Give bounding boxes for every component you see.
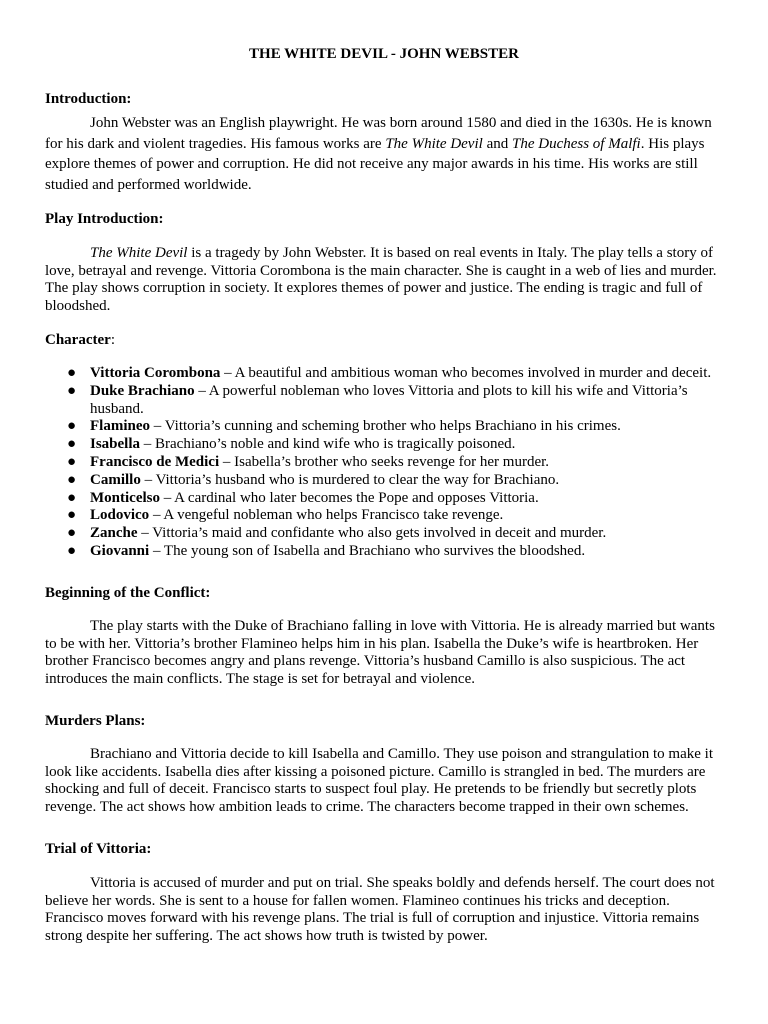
character-name: Zanche: [90, 525, 138, 542]
character-description: – A vengeful nobleman who helps Francisco take revenge.: [149, 507, 504, 524]
character-item: [45, 507, 725, 525]
bullet-icon: ●: [67, 471, 77, 488]
character-list: [45, 365, 725, 561]
bullet-icon: ●: [67, 453, 77, 470]
heading-trial-of-vittoria: Trial of Vittoria:: [45, 841, 152, 857]
character-item: [45, 543, 725, 561]
character-item: [45, 525, 725, 543]
bullet-icon: ●: [67, 507, 77, 524]
character-item: [45, 383, 725, 419]
heading-beginning-of-conflict: Beginning of the Conflict:: [45, 585, 211, 601]
bullet-icon: ●: [67, 382, 77, 399]
character-name: Duke Brachiano: [90, 382, 195, 399]
heading-play-introduction: Play Introduction:: [45, 211, 164, 227]
paragraph-trial-of-vittoria: Vittoria is accused of murder and put on trial. She speaks boldly and defends herself. The court does not believe her words. She is sent to a house for fallen women. Flamineo continues his tricks and deception. Francisco moves forward with his revenge plans. The trial is full of corruption and injustice. Vittoria remains strong despite her suffering. The act shows how truth is twisted by power.: [45, 875, 715, 945]
character-description: – Isabella’s brother who seeks revenge for her murder.: [219, 453, 550, 470]
bullet-icon: ●: [67, 436, 77, 453]
intro-text-part: . His plays explore themes of power and corruption. He did not receive any major awards in his time. His works are still studied and performed worldwide.: [45, 135, 705, 194]
document-title: THE WHITE DEVIL - JOHN WEBSTER: [249, 46, 519, 62]
character-name: Camillo: [90, 471, 141, 488]
character-name: Monticelso: [90, 489, 160, 506]
paragraph-introduction: [45, 113, 725, 196]
bullet-icon: ●: [67, 365, 77, 381]
character-name: Giovanni: [90, 542, 150, 559]
character-name: Francisco de Medici: [90, 453, 220, 470]
character-description: – Brachiano’s noble and kind wife who is tragically poisoned.: [140, 436, 516, 453]
play-intro-text: is a tragedy by John Webster. It is based on real events in Italy. The play tells a story of love, betrayal and revenge. Vittoria Corombona is the main character. She is caught in a web of lies and murder. The play shows corruption in society. It explores themes of power and justice. The ending is tragic and full of bloodshed.: [45, 245, 717, 315]
character-description: – Vittoria’s cunning and scheming brother who helps Brachiano in his crimes.: [150, 418, 621, 435]
bullet-icon: ●: [67, 489, 77, 506]
character-description: – Vittoria’s maid and confidante who also gets involved in deceit and murder.: [137, 525, 607, 542]
character-name: Flamineo: [90, 418, 150, 435]
character-description: – A beautiful and ambitious woman who becomes involved in murder and deceit.: [220, 365, 712, 381]
heading-murders-plans: Murders Plans:: [45, 713, 146, 729]
bullet-icon: ●: [67, 542, 77, 559]
character-item: [45, 365, 725, 383]
play-title-italic: The White Devil: [90, 245, 188, 261]
heading-introduction: Introduction:: [45, 91, 132, 107]
paragraph-beginning-of-conflict: The play starts with the Duke of Brachiano falling in love with Vittoria. He is already married but wants to be with her. Vittoria’s brother Flamineo helps him in his plan. Isabella the Duke’s wife is heartbroken. Her brother Francisco becomes angry and plans revenge. Vittoria’s husband Camillo is also suspicious. The act introduces the main conflicts. The stage is set for betrayal and violence.: [45, 618, 715, 688]
work-title-duchess-of-malfi: The Duchess of Malfi: [511, 135, 641, 152]
paragraph-play-introduction: [45, 245, 725, 316]
work-title-white-devil: The White Devil: [385, 135, 483, 152]
heading-character: [45, 332, 115, 349]
intro-text-part: and: [482, 135, 512, 152]
bullet-icon: ●: [67, 418, 77, 435]
character-item: [45, 436, 725, 454]
bullet-icon: ●: [67, 525, 77, 542]
character-item: [45, 490, 725, 508]
character-item: [45, 472, 725, 490]
character-item: [45, 418, 725, 436]
character-item: [45, 454, 725, 472]
paragraph-murders-plans: Brachiano and Vittoria decide to kill Isabella and Camillo. They use poison and strangulation to make it look like accidents. Isabella dies after kissing a poisoned picture. Camillo is strangled in bed. The murders are shocking and full of deceit. Francisco starts to suspect foul play. He pretends to be friendly but secretly plots revenge. The act shows how ambition leads to crime. The characters become trapped in their own schemes.: [45, 746, 713, 816]
character-description: – Vittoria’s husband who is murdered to clear the way for Brachiano.: [140, 471, 560, 488]
intro-text-part: John Webster was an English playwright. He was born around 1580 and died in the 1630s. He is known for his dark and violent tragedies. His famous works are: [45, 115, 712, 152]
character-name: Vittoria Corombona: [90, 365, 221, 381]
heading-character-colon: :: [110, 332, 115, 348]
character-name: Lodovico: [90, 507, 150, 524]
character-description: – A powerful nobleman who loves Vittoria and plots to kill his wife and Vittoria’s husband.: [90, 382, 688, 417]
heading-character-label: Character: [45, 332, 111, 348]
character-description: – The young son of Isabella and Brachiano who survives the bloodshed.: [149, 542, 586, 559]
character-name: Isabella: [90, 436, 141, 453]
character-description: – A cardinal who later becomes the Pope and opposes Vittoria.: [159, 489, 539, 506]
